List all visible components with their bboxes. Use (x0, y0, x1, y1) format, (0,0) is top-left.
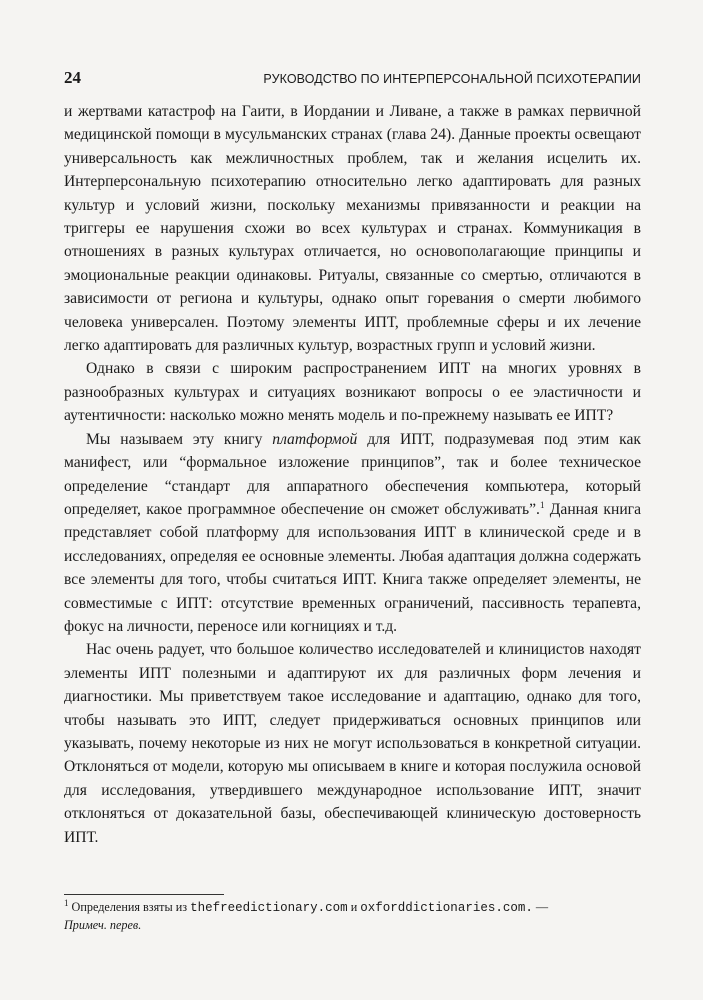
running-head: РУКОВОДСТВО ПО ИНТЕРПЕРСОНАЛЬНОЙ ПСИХОТЕРАПИИ (263, 72, 641, 86)
footnote (64, 899, 641, 934)
footnote-site-1: thefreedictionary.com (190, 901, 348, 915)
footnote-text-start: Определения взяты из (68, 900, 191, 914)
paragraph-4: Нас очень радует, что большое количество исследователей и клиницистов находят элементы ИПТ полезными и адаптируют их для различных форм лечения и диагностики. Мы приветствуем такое исследование и адаптацию, однако для того, чтобы называть это ИПТ, следует придерживаться основных принципов или указывать, почему некоторые из них не могут использоваться в конкретной ситуации. Отклоняться от модели, которую мы описываем в книге и которая послужила основой для исследования, утвердившего международное использование ИПТ, значит отклоняться от доказательной базы, обеспечивающей клиническую достоверность ИПТ. (64, 641, 641, 846)
paragraph-3-middle: для ИПТ, подразумевая под этим как манифест, или “формальное изложение принципов”, так и более техническое определение “стандарт для аппаратного обеспечения компьютера, который определяет, какое программное обеспечение он сможет обслуживать”. (64, 430, 641, 518)
footnote-text-and: и (347, 900, 361, 914)
footnote-divider (64, 894, 224, 895)
paragraph-1: и жертвами катастроф на Гаити, в Иордании и Ливане, а также в рамках первичной медицинской помощи в мусульманских странах (глава 24). Данные проекты освещают универсальность как межличностных проблем, так и желания исцелить их. Интерперсональную психотерапию относительно легко адаптировать для разных культур и условий жизни, поскольку механизмы привязанности и реакции на триггеры ее нарушения схожи во всех культурах и странах. Коммуникация в отношениях в разных культурах отличается, но основополагающие принципы и эмоциональные реакции одинаковы. Ритуалы, связанные со смертью, отличаются в зависимости от региона и культуры, однако опыт горевания о смерти любимого человека универсален. Поэтому элементы ИПТ, проблемные сферы и их лечение легко адаптировать для различных культур, возрастных групп и условий жизни. (64, 103, 641, 355)
footnote-site-2: oxforddictionaries.com. (360, 901, 533, 915)
body-text (64, 100, 641, 849)
footnote-marker: 1 (64, 897, 69, 908)
paragraph-2: Однако в связи с широким распространением ИПТ на многих уровнях в разнообразных культурах и ситуациях возникают вопросы о ее эластичности и аутентичности: насколько можно менять модель и по-прежнему называть ее ИПТ? (64, 360, 641, 425)
paragraph-3-end: Данная книга представляет собой платформу для использования ИПТ в клинической среде и в исследованиях, определяя ее основные элементы. Любая адаптация должна содержать все элементы для того, чтобы считаться ИПТ. Книга также определяет элементы, не совместимые с ИПТ: отсутствие временных ограничений, пассивность терапевта, фокус на личности, переносе или когнициях и т.д. (64, 500, 641, 635)
footnote-reference[interactable]: 1 (539, 499, 545, 510)
page-number: 24 (64, 68, 81, 87)
emphasis-platform: платформой (272, 430, 358, 448)
footnote-dash: — (532, 900, 549, 914)
paragraph-3-start: Мы называем эту книгу (86, 430, 273, 448)
translator-note: Примеч. перев. (64, 918, 142, 932)
page-header (64, 68, 641, 88)
paragraph-3 (64, 428, 641, 639)
